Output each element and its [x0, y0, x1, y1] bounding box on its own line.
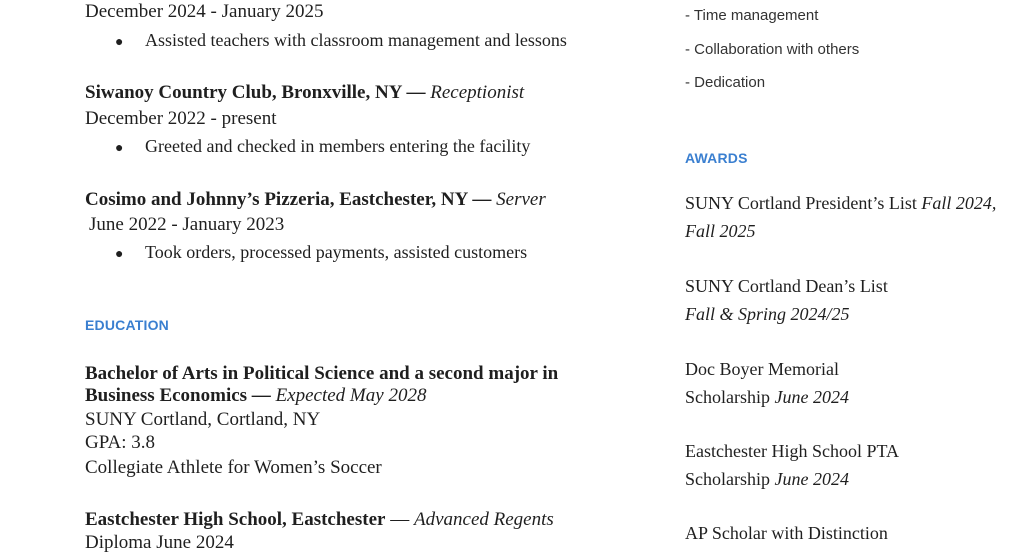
award-item: AP Scholar with Distinction [685, 523, 888, 543]
school-name: Eastchester High School, Eastchester [85, 509, 386, 530]
job-org: Cosimo and Johnny’s Pizzeria, Eastchester, NY — [85, 189, 492, 210]
bullet-icon: ● [115, 35, 124, 50]
awards-heading: AWARDS [685, 150, 748, 166]
skill-item: - Dedication [685, 74, 766, 91]
skill-item: - Time management [685, 7, 819, 24]
expected-date: Expected May 2028 [275, 385, 427, 406]
job-dates: June 2022 - January 2023 [89, 214, 285, 235]
job-title-line [85, 81, 524, 104]
job-bullet: ● Greeted and checked in members entering the facility [85, 135, 530, 160]
award-item: SUNY Cortland Dean’s List Fall & Spring 2024/25 [685, 276, 888, 324]
degree-line: Business Economics — Expected May 2028 [85, 385, 427, 406]
job-dates: December 2024 - January 2025 [85, 1, 324, 22]
job-bullet: ● Took orders, processed payments, assisted customers [85, 241, 527, 266]
job-role: Receptionist [430, 82, 525, 103]
job-org: Siwanoy Country Club, Bronxville, NY — [85, 82, 426, 103]
school-name: SUNY Cortland, Cortland, NY [85, 409, 321, 430]
school-line: Eastchester High School, Eastchester — Advanced Regents [85, 509, 554, 530]
skill-item: - Collaboration with others [685, 41, 860, 58]
award-item: SUNY Cortland President’s List Fall 2024, Fall 2025 [685, 193, 997, 241]
gpa: GPA: 3.8 [85, 432, 156, 453]
job-dates: December 2022 - present [85, 108, 277, 129]
job-role: Server [496, 189, 546, 210]
program: Advanced Regents [413, 509, 554, 530]
award-item: Eastchester High School PTA Scholarship June 2024 [685, 441, 899, 489]
education-heading: EDUCATION [85, 317, 169, 333]
degree-line: Bachelor of Arts in Political Science and a second major in [85, 363, 559, 384]
bullet-icon: ● [115, 141, 124, 156]
bullet-icon: ● [115, 247, 124, 262]
award-item: Doc Boyer Memorial Scholarship June 2024 [685, 359, 849, 407]
education-note: Collegiate Athlete for Women’s Soccer [85, 457, 382, 478]
job-title-line [85, 188, 546, 211]
diploma-line: Diploma June 2024 [85, 532, 234, 553]
job-bullet: ● Assisted teachers with classroom management and lessons [85, 29, 567, 54]
